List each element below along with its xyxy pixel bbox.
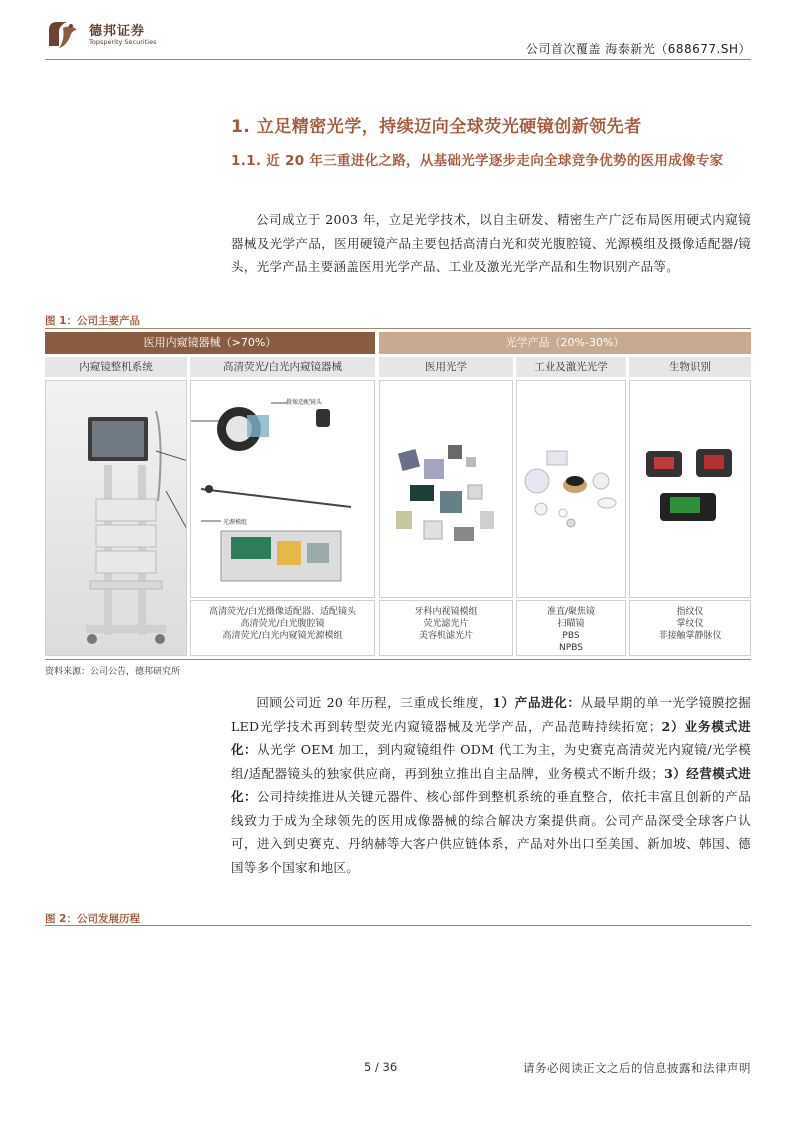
history-text-3: 从光学 OEM 加工，到内窥镜组件 ODM 代工为主，为史赛克高清荧光内窥镜/光学模组/适配器镜头的独家供应商，再到独立推出自主品牌，业务模式不断升级； <box>231 742 751 781</box>
caption-line: 高清荧光/白光内窥镜光源模组 <box>222 631 343 641</box>
history-bold-3: 3）经营模式进化： <box>231 765 751 804</box>
caption-line: 牙科内视镜模组 <box>414 607 478 617</box>
figure-1-top-rule <box>45 328 751 329</box>
figure-2-label: 图 2：公司发展历程 <box>45 913 140 925</box>
column-title-fluorescence-endoscope: 高清荧光/白光内窥镜器械 <box>190 357 375 377</box>
caption-medical-optics <box>379 600 513 656</box>
page-header <box>45 14 751 60</box>
callout-light-source-module: 光源模组 <box>223 519 248 526</box>
figure-1-products <box>45 332 751 657</box>
report-title: 公司首次覆盖 海泰新光（688677.SH） <box>525 42 751 56</box>
history-text-2: 从最早期的单一光学镜膜挖掘LED光学技术再到转型荧光内窥镜器械及光学产品，产品范畴持续拓宽； <box>231 695 751 734</box>
caption-line: 掌纹仪 <box>676 619 704 629</box>
caption-line: 扫瞄镜 <box>557 619 585 629</box>
history-text-1: 回顾公司近 20 年历程，三重成长维度， <box>256 695 493 710</box>
endoscope-cart-illustration <box>46 381 187 656</box>
band-medical-endoscopy: 医用内窥镜器械（>70%） <box>45 332 375 354</box>
history-paragraph <box>231 691 751 879</box>
caption-line: 高清荧光/白光摄像适配器、适配镜头 <box>208 607 357 617</box>
medical-optics-image <box>379 380 513 598</box>
caption-line: 准直/聚焦镜 <box>546 607 596 617</box>
endoscope-devices-image <box>190 380 375 598</box>
caption-line: 高清荧光/白光腹腔镜 <box>240 619 325 629</box>
column-title-medical-optics: 医用光学 <box>379 357 513 377</box>
endoscope-devices-illustration <box>191 381 375 598</box>
page-number: 5 / 36 <box>364 1060 398 1074</box>
caption-line: 非接触掌静脉仪 <box>658 631 722 641</box>
industrial-laser-optics-image <box>516 380 626 598</box>
history-bold-1: 1）产品进化： <box>492 695 581 710</box>
caption-line: 美容机滤光片 <box>418 631 473 641</box>
intro-text: 公司成立于 2003 年，立足光学技术，以自主研发、精密生产广泛布局医用硬式内窥镜器械及光学产品，医用硬镜产品主要包括高清白光和荧光腹腔镜、光源模组及摄像适配器/镜头，光学产品主要涵盖医用光学产品、工业及激光光学产品和生物识别产品等。 <box>231 212 751 274</box>
endoscope-cart-image <box>45 380 187 656</box>
history-bold-2: 2）业务模式进化： <box>231 718 751 757</box>
history-text-4: 公司持续推进从关键元器件、核心部件到整机系统的垂直整合，依托丰富且创新的产品线致力于成为全球领先的医用成像器械的综合解决方案提供商。公司产品深受全球客户认可，进入到史赛克、丹纳赫等大客户供应链体系，产品对外出口至美国、新加坡、韩国、德国等多个国家和地区。 <box>231 789 751 875</box>
logo-english-name: Topsperity Securities <box>89 38 157 46</box>
logo-chinese-name: 德邦证券 <box>89 24 146 39</box>
figure-1-source: 资料来源：公司公告，德邦研究所 <box>45 667 181 677</box>
disclaimer-note: 请务必阅读正文之后的信息披露和法律声明 <box>523 1061 751 1075</box>
column-title-biometrics: 生物识别 <box>629 357 751 377</box>
caption-endoscope-devices <box>190 600 375 656</box>
band-optical-products: 光学产品（20%-30%） <box>379 332 751 354</box>
column-title-industrial-laser-optics: 工业及激光光学 <box>516 357 626 377</box>
callout-camera-adapter-lens: 摄像适配镜头 <box>286 399 323 406</box>
intro-paragraph <box>231 208 751 279</box>
biometrics-image <box>629 380 751 598</box>
medical-optics-illustration <box>380 381 513 598</box>
section-heading-1: 1. 立足精密光学，持续迈向全球荧光硬镜创新领先者 <box>231 117 642 137</box>
industrial-optics-illustration <box>517 381 626 598</box>
column-title-endoscope-system: 内窥镜整机系统 <box>45 357 187 377</box>
figure-2-top-rule <box>45 925 751 926</box>
figure-1-bottom-rule <box>45 659 751 660</box>
caption-industrial-optics <box>516 600 626 656</box>
figure-1-label: 图 1：公司主要产品 <box>45 315 140 327</box>
topsperity-logo-icon <box>45 16 81 52</box>
caption-biometrics <box>629 600 751 656</box>
caption-line: NPBS <box>559 643 583 653</box>
section-heading-1-1: 1.1. 近 20 年三重进化之路，从基础光学逐步走向全球竞争优势的医用成像专家 <box>231 153 724 169</box>
caption-line: PBS <box>562 631 580 641</box>
biometric-devices-illustration <box>630 381 751 598</box>
caption-line: 指纹仪 <box>676 607 704 617</box>
caption-line: 荧光滤光片 <box>423 619 469 629</box>
